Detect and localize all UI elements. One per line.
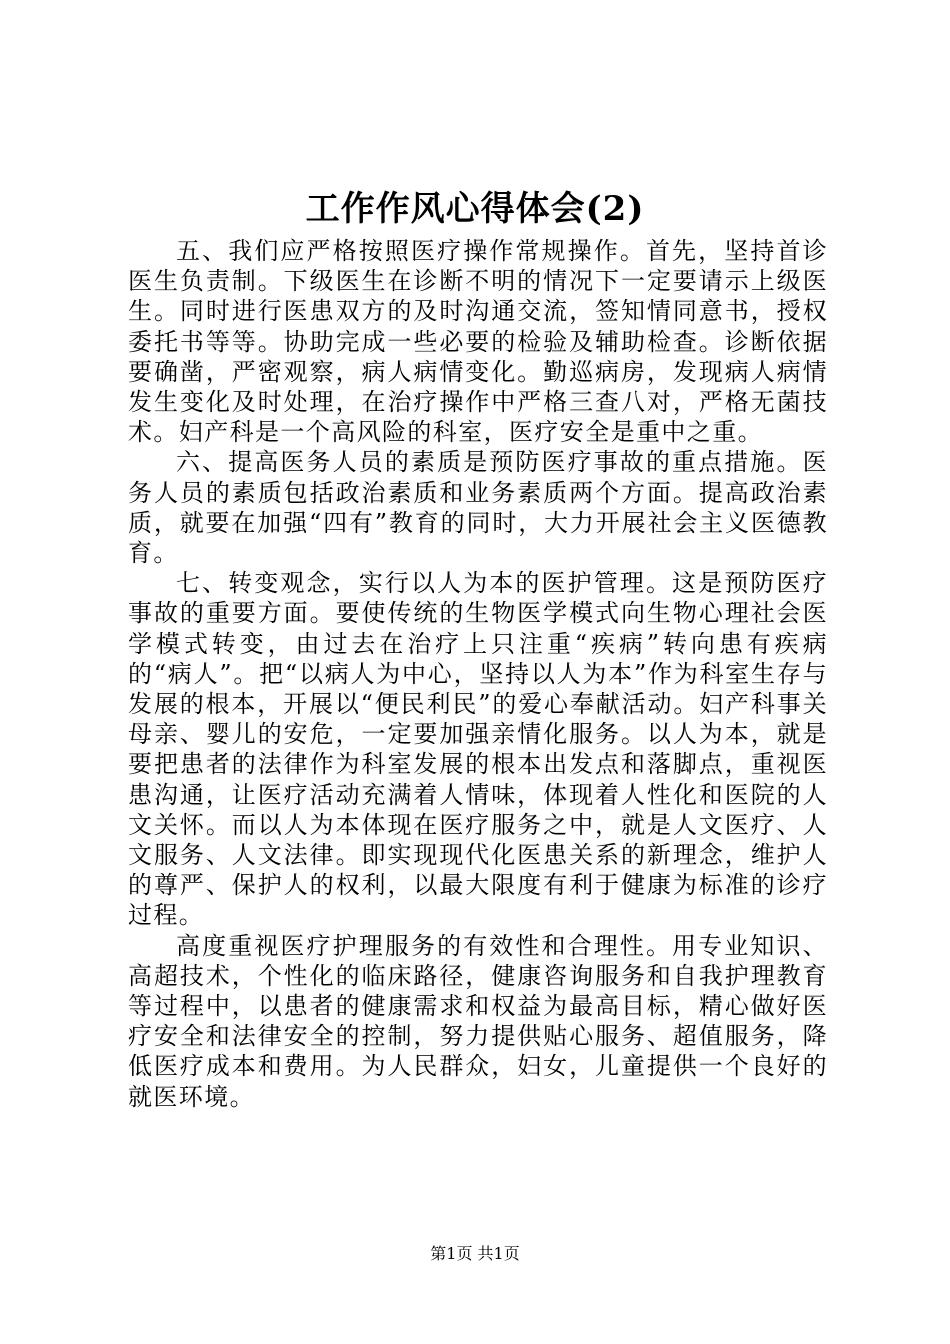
paragraph: 五、我们应严格按照医疗操作常规操作。首先，坚持首诊医生负责制。下级医生在诊断不明的情况下一定要请示上级医生。同时进行医患双方的及时沟通交流，签知情同意书，授权委托书等等。协助完成一些必要的检验及辅助检查。诊断依据要确凿，严密观察，病人病情变化。勤巡病房，发现病人病情发生变化及时处理，在治疗操作中严格三查八对，严格无菌技术。妇产科是一个高风险的科室，医疗安全是重中之重。 xyxy=(128,237,828,447)
paragraph: 高度重视医疗护理服务的有效性和合理性。用专业知识、高超技术，个性化的临床路径，健康咨询服务和自我护理教育等过程中，以患者的健康需求和权益为最高目标，精心做好医疗安全和法律安全的控制，努力提供贴心服务、超值服务，降低医疗成本和费用。为人民群众，妇女，儿童提供一个良好的就医环境。 xyxy=(128,931,828,1111)
paragraph: 七、转变观念，实行以人为本的医护管理。这是预防医疗事故的重要方面。要使传统的生物医学模式向生物心理社会医学模式转变，由过去在治疗上只注重“疾病”转向患有疾病的“病人”。把“以病人为中心，坚持以人为本”作为科室生存与发展的根本，开展以“便民利民”的爱心奉献活动。妇产科事关母亲、婴儿的安危，一定要加强亲情化服务。以人为本，就是要把患者的法律作为科室发展的根本出发点和落脚点，重视医患沟通，让医疗活动充满着人情味，体现着人性化和医院的人文关怀。而以人为本体现在医疗服务之中，就是人文医疗、人文服务、人文法律。即实现现代化医患关系的新理念，维护人的尊严、保护人的权利，以最大限度有利于健康为标准的诊疗过程。 xyxy=(128,569,828,930)
document-title: 工作作风心得体会(2) xyxy=(305,189,645,229)
paragraph: 六、提高医务人员的素质是预防医疗事故的重点措施。医务人员的素质包括政治素质和业务素质两个方面。提高政治素质，就要在加强“四有”教育的同时，大力开展社会主义医德教育。 xyxy=(128,448,828,568)
document-body xyxy=(128,236,828,1112)
page-footer: 第1页 共1页 xyxy=(430,1244,520,1263)
